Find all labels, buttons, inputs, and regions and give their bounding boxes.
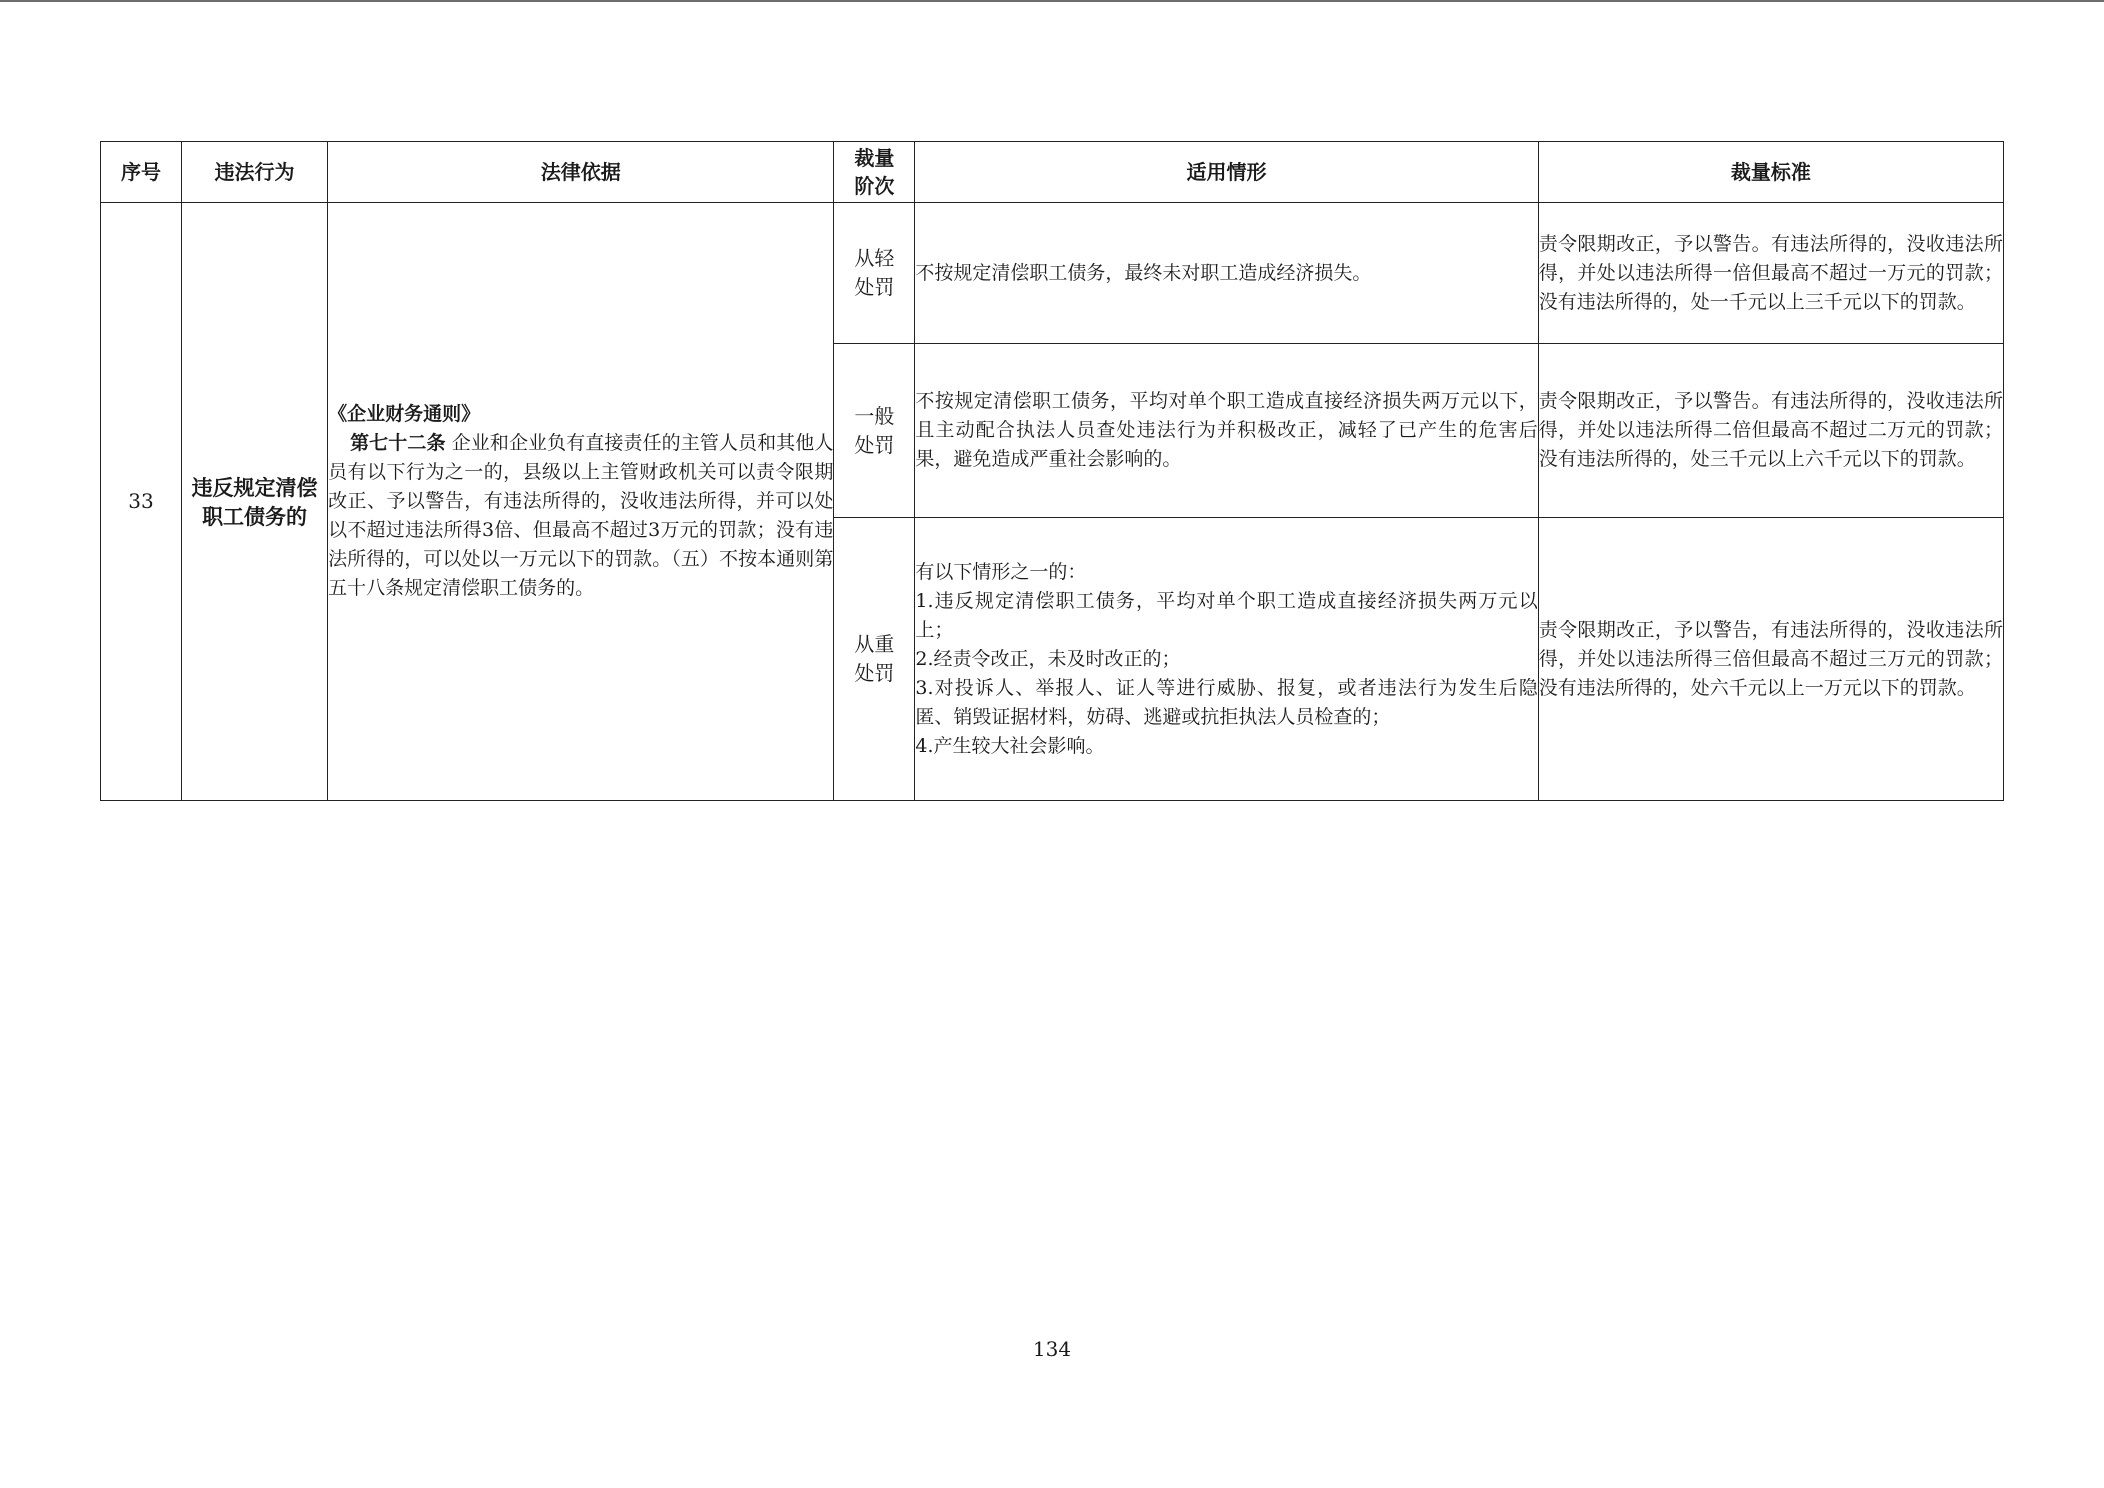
tier-case: 不按规定清偿职工债务，平均对单个职工造成直接经济损失两万元以下，且主动配合执法人员查处违法行为并积极改正，减轻了已产生的危害后果，避免造成严重社会影响的。 [915,344,1538,518]
case-line: 3.对投诉人、举报人、证人等进行威胁、报复，或者违法行为发生后隐匿、销毁证据材料，妨碍、逃避或抗拒执法人员检查的； [915,676,1538,728]
header-level-text: 裁量阶次 [854,146,895,198]
case-line: 1.违反规定清偿职工债务，平均对单个职工造成直接经济损失两万元以上； [915,589,1538,641]
legal-basis [328,203,834,801]
tier-standard: 责令限期改正，予以警告。有违法所得的，没收违法所得，并处以违法所得一倍但最高不超过一万元的罚款；没有违法所得的，处一千元以上三千元以下的罚款。 [1538,203,2003,344]
violation-act: 违反规定清偿职工债务的 [182,203,328,801]
legal-basis-text: 企业和企业负有直接责任的主管人员和其他人员有以下行为之一的，县级以上主管财政机关可以责令限期改正、予以警告，有违法所得的，没收违法所得，并可以处以不超过违法所得3倍、但最高不超过3万元的罚款；没有违法所得的，可以处以一万元以下的罚款。（五）不按本通则第五十八条规定清偿职工债务的。 [328,432,834,599]
tier-case: 不按规定清偿职工债务，最终未对职工造成经济损失。 [915,203,1538,344]
tier-level-text: 从轻处罚 [854,246,895,299]
case-line: 4.产生较大社会影响。 [915,734,1105,757]
table-header-row [101,142,2004,203]
header-no: 序号 [101,142,182,203]
tier-level-text: 一般处罚 [854,403,895,457]
top-border-line [0,0,2104,2]
header-level [834,142,915,203]
tier-level [834,518,915,801]
header-basis: 法律依据 [328,142,834,203]
page-number: 134 [1032,1337,1072,1361]
header-case: 适用情形 [915,142,1538,203]
legal-basis-title: 《企业财务通则》 [328,403,481,425]
tier-level-text: 从重处罚 [854,632,895,685]
header-standard: 裁量标准 [1538,142,2003,203]
case-line: 2.经责令改正，未及时改正的； [915,647,1181,670]
tier-case [915,518,1538,801]
table-row [101,203,2004,344]
header-act: 违法行为 [182,142,328,203]
case-line: 有以下情形之一的： [915,560,1087,583]
row-number: 33 [101,203,182,801]
tier-level [834,203,915,344]
tier-level [834,344,915,518]
tier-standard: 责令限期改正，予以警告，有违法所得的，没收违法所得，并处以违法所得三倍但最高不超过三万元的罚款；没有违法所得的，处六千元以上一万元以下的罚款。 [1538,518,2003,801]
tier-standard: 责令限期改正，予以警告。有违法所得的，没收违法所得，并处以违法所得二倍但最高不超过二万元的罚款；没有违法所得的，处三千元以上六千元以下的罚款。 [1538,344,2003,518]
penalty-standard-table [100,141,2004,801]
legal-basis-article: 第七十二条 [350,432,446,454]
